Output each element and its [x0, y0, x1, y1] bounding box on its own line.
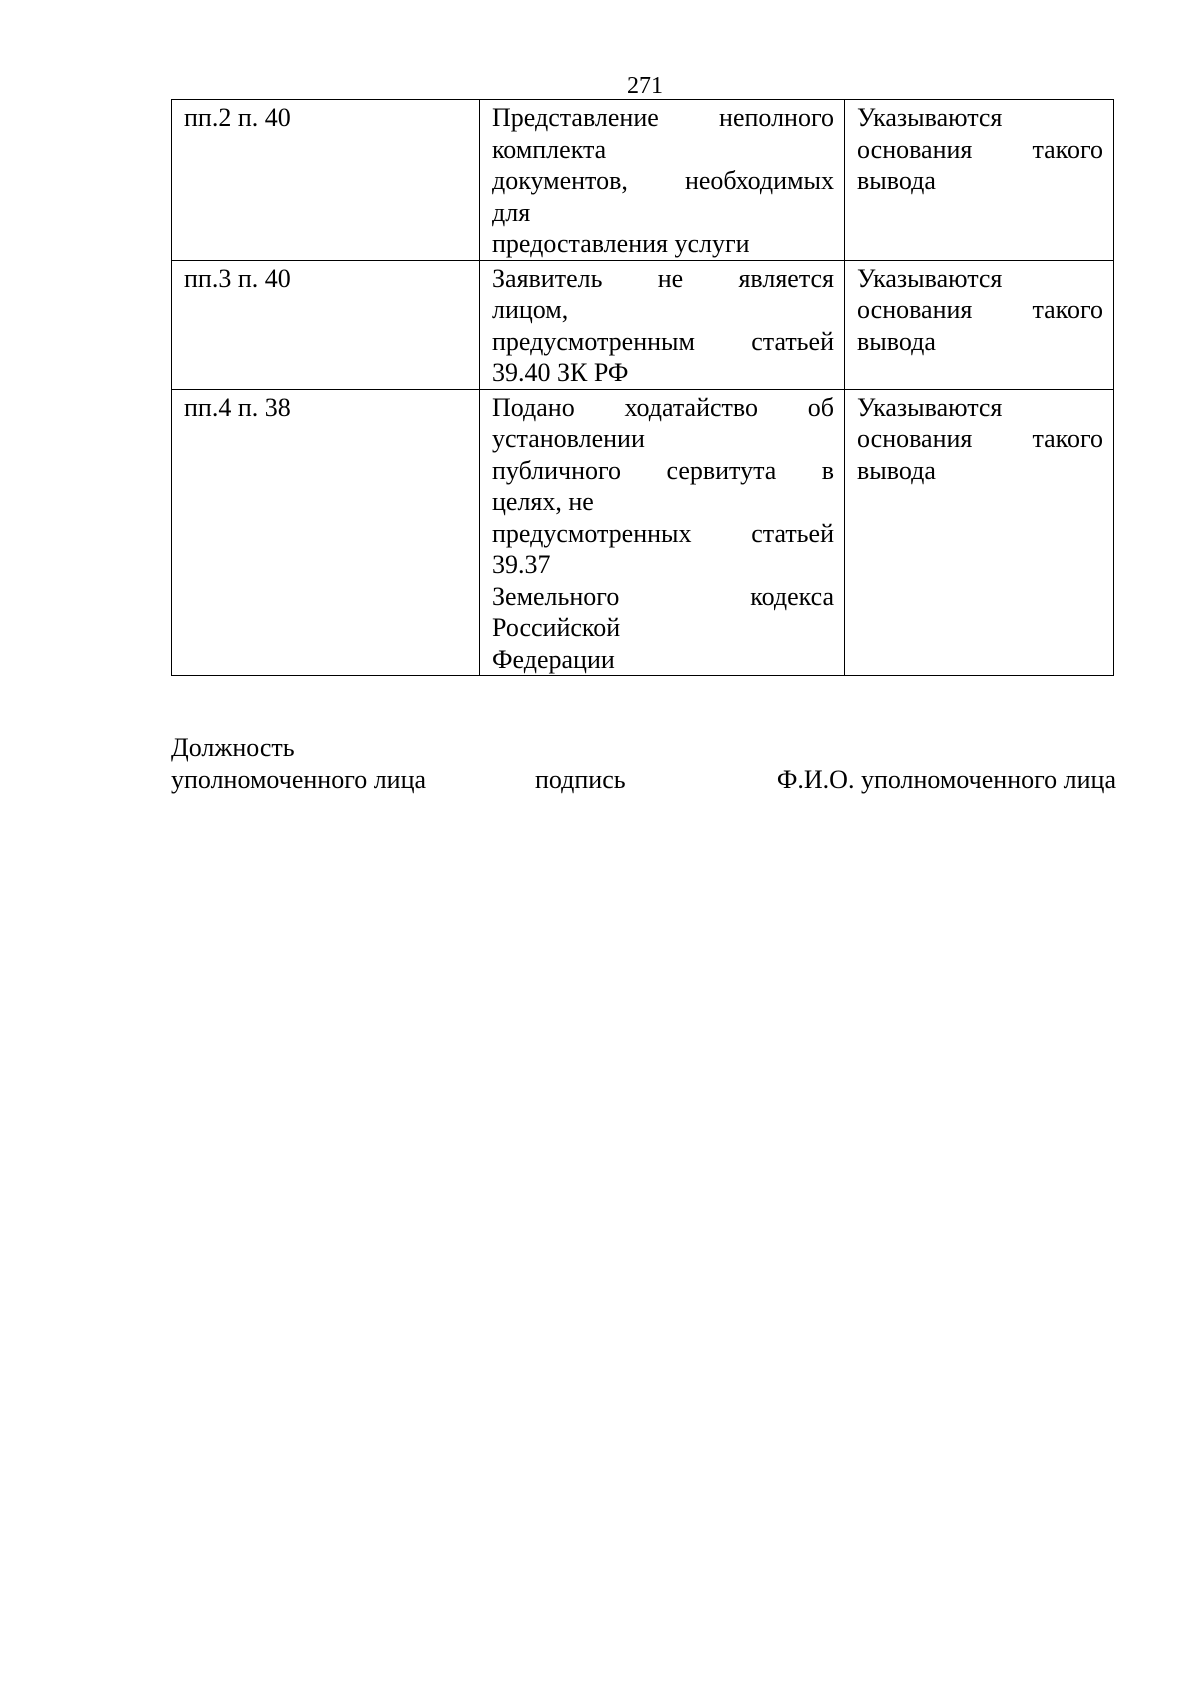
ground-note-cell [845, 389, 1114, 676]
reason-line: Представление неполного [492, 103, 834, 132]
ground-note: Указываются основания такого вывода [857, 103, 1103, 195]
refusal-grounds-table [171, 99, 1114, 676]
ground-note: Указываются основания такого вывода [857, 392, 1103, 485]
reason-line: документов, необходимых [492, 166, 834, 195]
ground-reference: пп.2 п. 40 [184, 103, 291, 132]
reason-line: публичного сервитута в [492, 455, 834, 485]
ground-reference-cell [172, 260, 480, 389]
table-row [172, 260, 1114, 389]
reason-line: установлении [492, 424, 645, 453]
ground-note-cell [845, 100, 1114, 261]
reason-line: Российской [492, 613, 621, 642]
reason-line: лицом, [492, 295, 569, 324]
reason-line: предусмотренных статьей [492, 518, 834, 548]
name-label: Ф.И.О. уполномоченного лица [776, 764, 1116, 794]
ground-reason-cell [480, 100, 845, 261]
reason-line: 39.37 [492, 550, 551, 579]
ground-reason-cell [480, 389, 845, 676]
reason-line: Подано ходатайство об [492, 392, 834, 422]
signature-row-1 [171, 732, 1116, 764]
ground-reference: пп.4 п. 38 [184, 392, 291, 422]
reason-line: для [492, 197, 531, 227]
reason-line: целях, не [492, 487, 594, 516]
table-row [172, 100, 1114, 261]
page-number: 271 [627, 73, 663, 99]
reason-line: предусмотренным статьей [492, 326, 834, 356]
reason-line: Федерации [492, 644, 615, 674]
position-label-line2: уполномоченного лица [171, 764, 427, 794]
position-label-line1: Должность [171, 733, 295, 762]
ground-reference-cell [172, 100, 480, 261]
ground-reference: пп.3 п. 40 [184, 263, 291, 293]
reason-line: Земельного кодекса [492, 581, 834, 611]
reason-line: Заявитель не является [492, 263, 834, 293]
reason-line: 39.40 ЗК РФ [492, 358, 629, 387]
signature-row-2 [171, 764, 1116, 796]
signature-block [171, 732, 1116, 795]
ground-note-cell [845, 260, 1114, 389]
reason-line: комплекта [492, 134, 607, 164]
ground-note: Указываются основания такого вывода [857, 263, 1103, 356]
reason-line: предоставления услуги [492, 229, 750, 258]
ground-reference-cell [172, 389, 480, 676]
signature-label: подпись [535, 764, 626, 794]
ground-reason-cell [480, 260, 845, 389]
table-row [172, 389, 1114, 676]
